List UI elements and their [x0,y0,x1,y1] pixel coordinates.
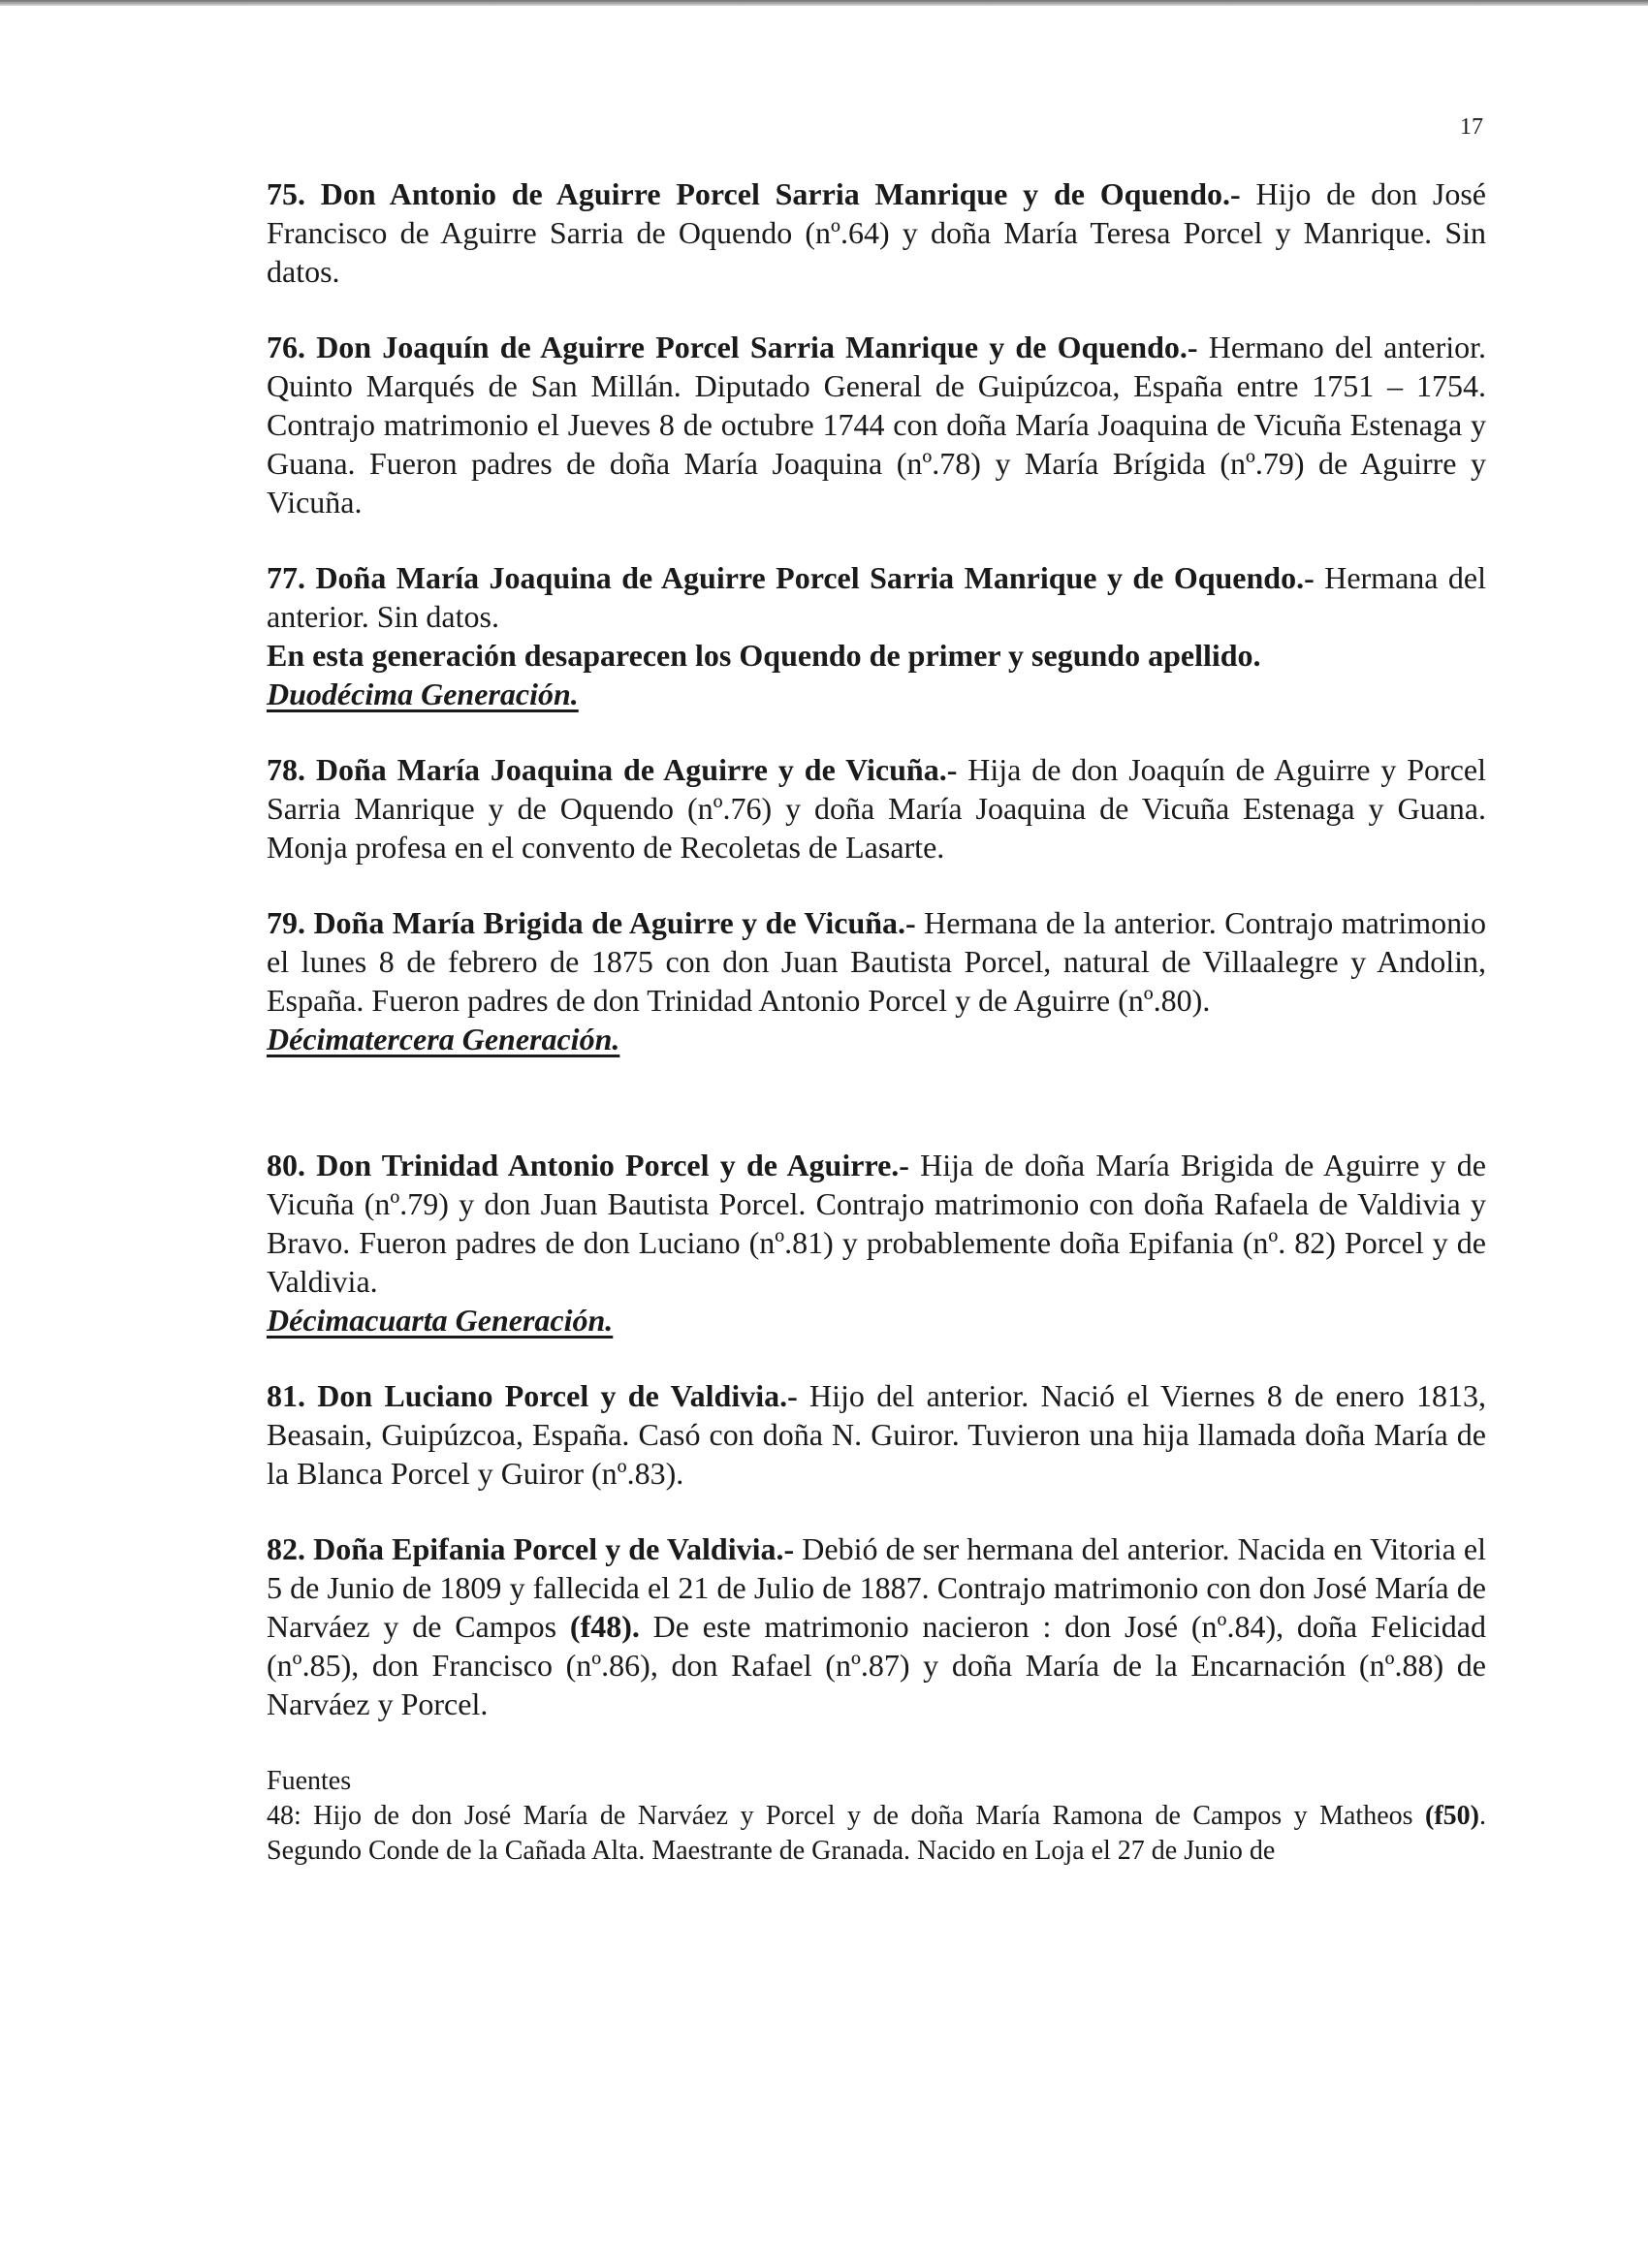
entry-80 [267,1146,1486,1301]
entry-75 [267,174,1486,291]
entry-82 [267,1529,1486,1723]
entry-text: Hijo de don José Francisco de Aguirre Sarria de Oquendo (nº.64) y doña María Teresa Porcel y Manrique. Sin datos. [267,176,1487,289]
entry-81 [267,1376,1486,1493]
entry-text: De este matrimonio nacieron : don José (nº.84), doña Felicidad (nº.85), don Francisco (nº.86), don Rafael (nº.87) y doña María de la Encarnación (nº.88) de Narváez y Porcel. [267,1609,1487,1721]
entry-text: Hermana del anterior. Sin datos. [267,560,1487,634]
entry-title: 77. Doña María Joaquina de Aguirre Porcel Sarria Manrique y de Oquendo.- [267,560,1315,595]
entry-title: 82. Doña Epifania Porcel y de Valdivia.- [267,1531,795,1566]
entry-text: Hija de doña María Brigida de Aguirre y de Vicuña (nº.79) y don Juan Bautista Porcel. Contrajo matrimonio con doña Rafaela de Valdivia y Bravo. Fueron padres de don Luciano (nº.81) y probablemente doña Epifania (nº. 82) Porcel y de Valdivia. [267,1148,1487,1299]
source-note-48 [267,1799,1486,1869]
entry-title: 75. Don Antonio de Aguirre Porcel Sarria Manrique y de Oquendo.- [267,176,1241,211]
footnote-reference: (f48). [569,1609,640,1644]
generation-heading-14: Décimacuarta Generación. [267,1303,614,1338]
entry-title: 80. Don Trinidad Antonio Porcel y de Aguirre.- [267,1148,909,1182]
document-body [267,174,1486,1869]
entry-76 [267,328,1486,521]
page-number: 17 [1460,114,1483,140]
scan-edge [0,0,1648,6]
entry-title: 81. Don Luciano Porcel y de Valdivia.- [267,1378,798,1413]
entry-77 [267,558,1486,636]
entry-text: Hijo del anterior. Nació el Viernes 8 de enero 1813, Beasain, Guipúzcoa, España. Casó con doña N. Guiror. Tuvieron una hija llamada doña María de la Blanca Porcel y Guiror (nº.83). [267,1378,1486,1491]
sources-section [267,1764,1486,1869]
entry-text: Hermana de la anterior. Contrajo matrimonio el lunes 8 de febrero de 1875 con don Juan Bautista Porcel, natural de Villaalegre y Andolin, España. Fueron padres de don Trinidad Antonio Porcel y de Aguirre (nº.80). [267,905,1487,1018]
entry-text: Hija de don Joaquín de Aguirre y Porcel Sarria Manrique y de Oquendo (nº.76) y doña María Joaquina de Vicuña Estenaga y Guana. Monja profesa en el convento de Recoletas de Lasarte. [267,752,1486,865]
entry-text: Debió de ser hermana del anterior. Nacida en Vitoria el 5 de Junio de 1809 y fallecida el 21 de Julio de 1887. Contrajo matrimonio con don José María de Narváez y de Campos [267,1531,1487,1644]
entry-title: 78. Doña María Joaquina de Aguirre y de Vicuña.- [267,752,958,787]
sources-label: Fuentes [267,1766,352,1796]
generation-heading-12: Duodécima Generación. [267,677,579,711]
footnote-reference: (f50) [1425,1801,1479,1831]
source-note-text: . Segundo Conde de la Cañada Alta. Maestrante de Granada. Nacido en Loja el 27 de Junio de [267,1801,1486,1866]
entry-text: Hermano del anterior. Quinto Marqués de San Millán. Diputado General de Guipúzcoa, España entre 1751 – 1754. Contrajo matrimonio el Jueves 8 de octubre 1744 con doña María Joaquina de Vicuña Estenaga y Guana. Fueron padres de doña María Joaquina (nº.78) y María Brígida (nº.79) de Aguirre y Vicuña. [267,330,1487,520]
entry-79 [267,903,1486,1020]
entry-78 [267,750,1486,866]
source-note-text: 48: Hijo de don José María de Narváez y Porcel y de doña María Ramona de Campos y Matheos [267,1801,1426,1831]
entry-title: 76. Don Joaquín de Aguirre Porcel Sarria Manrique y de Oquendo.- [267,330,1198,364]
entry-title: 79. Doña María Brigida de Aguirre y de Vicuña.- [267,905,916,940]
generation-heading-13: Décimatercera Generación. [267,1022,620,1056]
generation-note: En esta generación desaparecen los Oquendo de primer y segundo apellido. [267,638,1261,673]
